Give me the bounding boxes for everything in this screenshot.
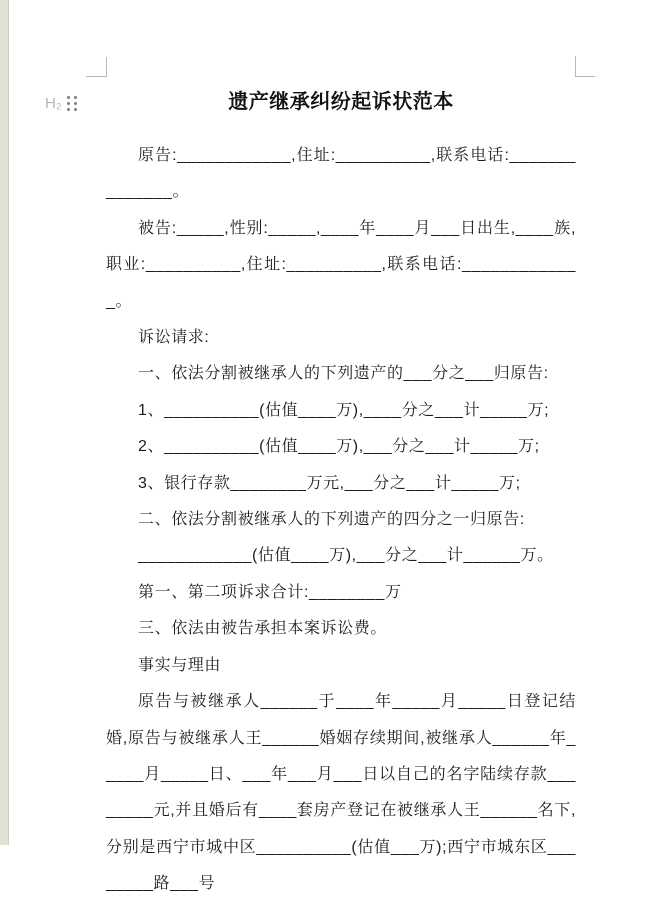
heading-level-badge: H₂ [45,95,62,112]
document-paragraph[interactable]: 第一、第二项诉求合计:________万 [138,583,402,601]
document-text-area [106,87,576,903]
document-body [106,138,576,903]
text-boundary-corner-top-left [86,57,107,77]
desktop-background-strip [0,0,9,845]
document-page [9,0,660,893]
drag-handle-icon[interactable] [67,96,77,111]
document-paragraph[interactable]: 1、__________(估值____万),____分之___计_____万; [138,401,550,419]
document-paragraph[interactable]: 一、依法分割被继承人的下列遗产的___分之___归原告: [138,365,549,383]
document-paragraph[interactable]: 2、__________(估值____万),___分之___计_____万; [138,438,540,456]
text-boundary-corner-top-right [575,56,595,77]
document-paragraph[interactable]: 二、依法分割被继承人的下列遗产的四分之一归原告: [138,511,525,529]
document-paragraph[interactable]: 3、银行存款________万元,___分之___计_____万; [138,474,521,492]
document-paragraph[interactable]: ____________(估值____万),___分之___计______万。 [138,547,554,565]
document-paragraph[interactable]: 三、依法由被告承担本案诉讼费。 [138,620,388,638]
document-paragraph[interactable]: 诉讼请求: [138,329,210,347]
document-paragraph[interactable]: 被告:_____,性别:_____,____年____月___日出生,____族,职业:__________,住址:__________,联系电话:_____________。 [106,219,576,310]
document-paragraph[interactable]: 事实与理由 [138,656,222,674]
document-title[interactable]: 遗产继承纠纷起诉状范本 [228,91,454,113]
document-paragraph[interactable]: 原告:____________,住址:__________,联系电话:______________。 [106,147,576,201]
document-paragraph[interactable]: 原告与被继承人______于____年_____月_____日登记结婚,原告与被继承人王______婚姻存续期间,被继承人______年_____月_____日、___年___月___日以自己的名字陆续存款________元,并且婚后有____套房产登记在被继承人王______名下,分别是西宁市城中区__________(估值___万);西宁市城东区________路___号 [106,693,576,893]
